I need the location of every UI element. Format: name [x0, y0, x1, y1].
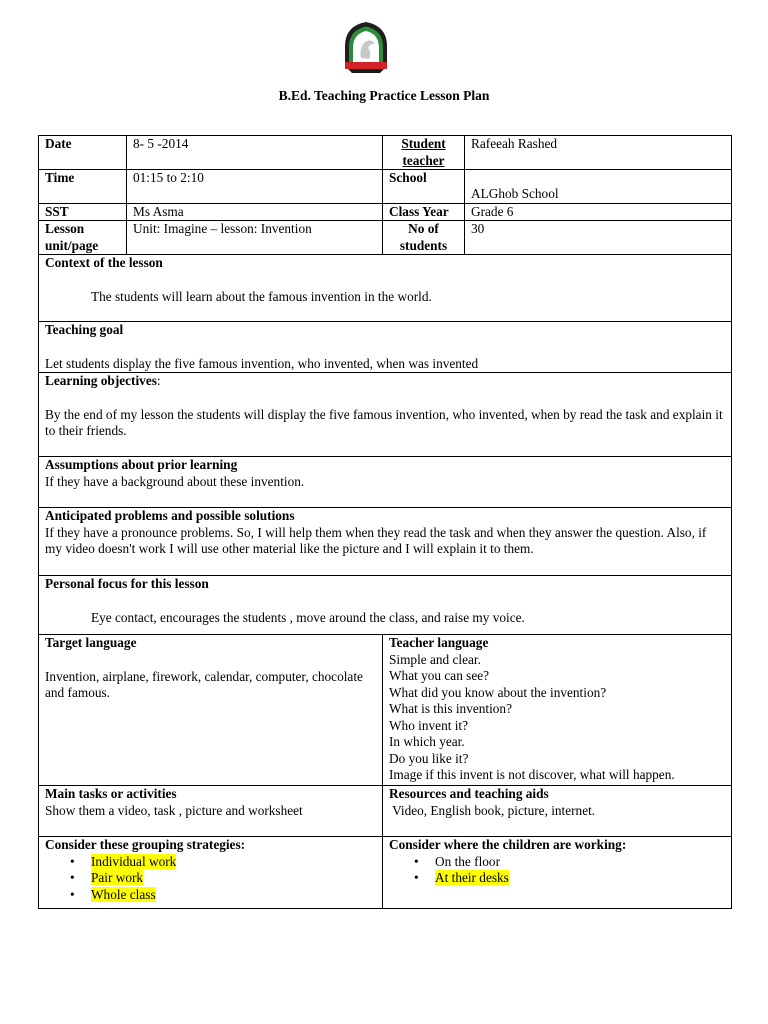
context-text: The students will learn about the famous invention in the world. — [91, 288, 432, 304]
objectives-cell — [39, 373, 732, 457]
lesson-unit-value: Unit: Imagine – lesson: Invention — [127, 221, 383, 255]
school-cell — [465, 170, 732, 204]
teacher-language-cell — [383, 635, 732, 786]
resources-label: Resources and teaching aids — [389, 786, 549, 801]
student-teacher-label: Student teacher — [383, 136, 465, 170]
personal-focus-row — [39, 576, 732, 635]
students-count-value: 30 — [465, 221, 732, 255]
grouping-row — [39, 837, 732, 909]
time-row — [39, 170, 732, 204]
student-teacher-value: Rafeeah Rashed — [465, 136, 732, 170]
class-year-value: Grade 6 — [465, 203, 732, 221]
date-value: 8- 5 -2014 — [127, 136, 383, 170]
list-item — [45, 887, 376, 904]
problems-cell — [39, 508, 732, 576]
teacher-language-line: Who invent it? — [389, 717, 469, 733]
teacher-language-line: Do you like it? — [389, 750, 469, 766]
lesson-plan-table — [38, 135, 732, 909]
sst-value: Ms Asma — [127, 203, 383, 221]
list-item — [389, 854, 725, 871]
resources-cell — [383, 786, 732, 837]
assumptions-label: Assumptions about prior learning — [45, 457, 238, 472]
personal-focus-cell — [39, 576, 732, 635]
main-tasks-cell — [39, 786, 383, 837]
context-label: Context of the lesson — [45, 255, 163, 270]
assumptions-row — [39, 457, 732, 508]
language-row — [39, 635, 732, 786]
grouping-item: Individual work — [91, 853, 177, 869]
sst-row — [39, 203, 732, 221]
teacher-language-line: Image if this invent is not discover, what will happen. — [389, 767, 675, 782]
teacher-language-label: Teacher language — [389, 635, 489, 650]
teacher-language-line: Simple and clear. — [389, 651, 481, 667]
personal-focus-text: Eye contact, encourages the students , move around the class, and raise my voice. — [91, 609, 525, 625]
working-location-list — [389, 854, 725, 887]
teacher-language-line: What is this invention? — [389, 701, 512, 716]
list-item — [45, 854, 376, 871]
teaching-goal-row — [39, 322, 732, 373]
lesson-row — [39, 221, 732, 255]
list-item — [389, 870, 725, 887]
grouping-item: Whole class — [91, 886, 156, 902]
assumptions-text: If they have a background about these invention. — [45, 473, 305, 489]
list-item — [45, 870, 376, 887]
working-location-item: At their desks — [435, 870, 509, 885]
teacher-language-line: What did you know about the invention? — [389, 684, 607, 700]
teacher-language-line: In which year. — [389, 734, 465, 749]
objectives-label: Learning objectives — [45, 373, 157, 388]
objectives-row — [39, 373, 732, 457]
context-cell — [39, 255, 732, 322]
problems-row — [39, 508, 732, 576]
date-label: Date — [39, 136, 127, 170]
target-language-label: Target language — [45, 635, 137, 650]
students-count-label: No of students — [383, 221, 465, 255]
working-location-item: On the floor — [435, 853, 500, 869]
objectives-heading — [45, 373, 725, 390]
objectives-text: By the end of my lesson the students will display the five famous invention, who invented, when by read the task and explain it to their friends. — [45, 406, 723, 438]
problems-label: Anticipated problems and possible solutions — [45, 508, 295, 523]
main-tasks-text: Show them a video, task , picture and worksheet — [45, 802, 303, 818]
tasks-row — [39, 786, 732, 837]
grouping-cell — [39, 837, 383, 909]
time-label: Time — [39, 170, 127, 204]
school-label: School — [383, 170, 465, 204]
resources-text: Video, English book, picture, internet. — [389, 802, 596, 818]
working-location-cell — [383, 837, 732, 909]
problems-text: If they have a pronounce problems. So, I will help them when they read the task and when they answer the question. Also, if my video doesn't work I will use other material like the picture and I will explain it to them. — [45, 524, 707, 556]
target-language-text: Invention, airplane, firework, calendar, computer, chocolate and famous. — [45, 668, 363, 700]
sst-label: SST — [39, 203, 127, 221]
assumptions-cell — [39, 457, 732, 508]
context-row — [39, 255, 732, 322]
working-location-label: Consider where the children are working: — [389, 837, 627, 852]
school-value: ALGhob School — [471, 186, 559, 201]
grouping-item: Pair work — [91, 870, 144, 885]
time-value: 01:15 to 2:10 — [127, 170, 383, 204]
date-row — [39, 136, 732, 170]
school-emblem-logo — [339, 18, 393, 78]
lesson-unit-label: Lesson unit/page — [39, 221, 127, 255]
teaching-goal-text: Let students display the five famous invention, who invented, when was invented — [45, 355, 479, 371]
target-language-cell — [39, 635, 383, 786]
objectives-colon: : — [156, 373, 161, 388]
personal-focus-label: Personal focus for this lesson — [45, 576, 209, 591]
class-year-label: Class Year — [383, 203, 465, 221]
teacher-language-line: What you can see? — [389, 668, 490, 683]
teaching-goal-cell — [39, 322, 732, 373]
grouping-list — [45, 854, 376, 904]
main-tasks-label: Main tasks or activities — [45, 786, 177, 801]
grouping-label: Consider these grouping strategies: — [45, 837, 246, 852]
teaching-goal-label: Teaching goal — [45, 322, 124, 337]
document-title: B.Ed. Teaching Practice Lesson Plan — [278, 88, 490, 103]
